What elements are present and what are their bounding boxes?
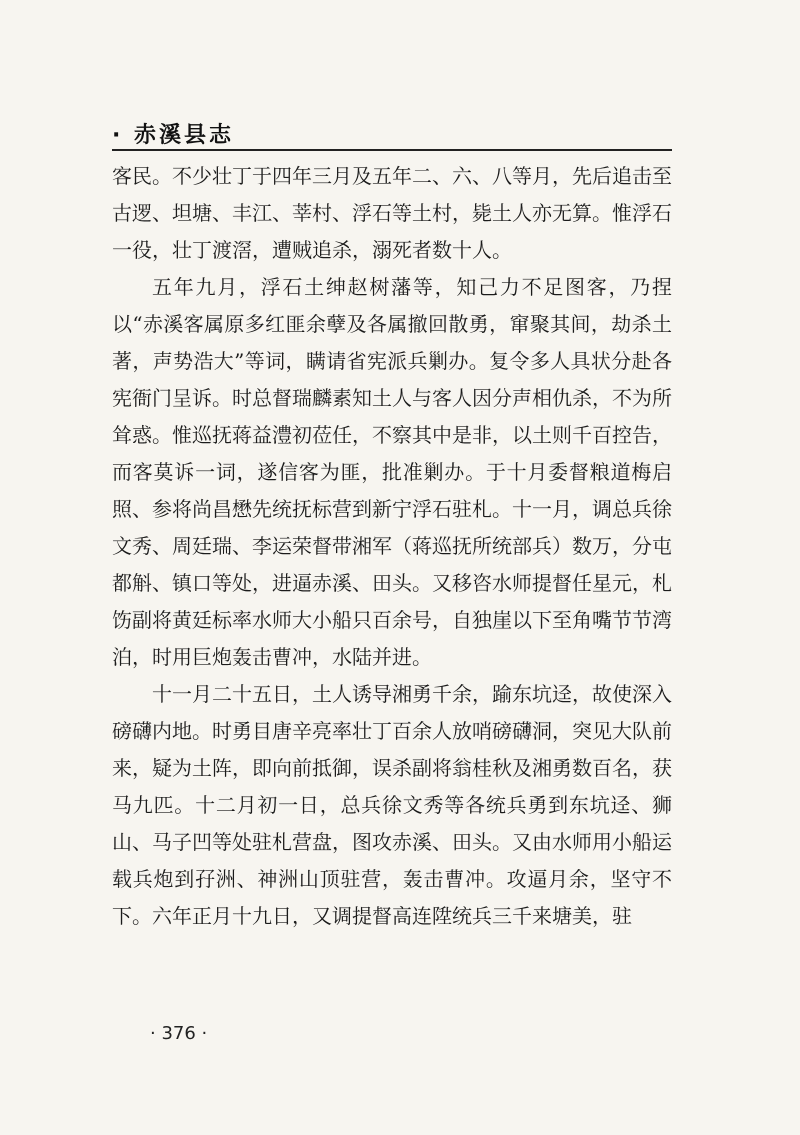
running-header (112, 118, 672, 148)
paragraph-3: 十一月二十五日，土人诱导湘勇千余，踰东坑迳，故使深入磅礴内地。时勇目唐辛亮率壮丁百余人放哨磅礴洞，突见大队前来，疑为土阵，即向前抵御，误杀副将翁桂秋及湘勇数百名，获马九匹。十二月初一日，总兵徐文秀等各统兵勇到东坑迳、狮山、马子凹等处驻札营盘，图攻赤溪、田头。又由水师用小船运载兵炮到孖洲、神洲山顶驻营，轰击曹冲。攻逼月余，坚守不下。六年正月十九日，又调提督高连陞统兵三千来塘美，驻 (112, 682, 672, 928)
paragraph-1: 客民。不少壮丁于四年三月及五年二、六、八等月，先后追击至古逻、坦塘、丰江、莘村、浮石等土村，毙土人亦无算。惟浮石一役，壮丁渡滘，遭贼追杀，溺死者数十人。 (112, 164, 672, 262)
body-text (112, 158, 672, 935)
book-title: · 赤溪县志 (112, 123, 235, 148)
paragraph-2: 五年九月，浮石土绅赵树藩等，知己力不足图客，乃捏以“赤溪客属原多红匪余孽及各属撤回散勇，窜聚其间，劫杀土著，声势浩大”等词，瞒请省宪派兵剿办。复令多人具状分赴各宪衙门呈诉。时总督瑞麟素知土人与客人因分声相仇杀，不为所耸惑。惟巡抚蒋益澧初莅任，不察其中是非，以土则千百控告，而客莫诉一词，遂信客为匪，批准剿办。于十月委督粮道梅启照、参将尚昌懋先统抚标营到新宁浮石驻札。十一月，调总兵徐文秀、周廷瑞、李运荣督带湘军（蒋巡抚所统部兵）数万，分屯都斛、镇口等处，进逼赤溪、田头。又移咨水师提督任星元，札饬副将黄廷标率水师大小船只百余号，自独崖以下至角嘴节节湾泊，时用巨炮轰击曹冲，水陆并进。 (112, 275, 672, 669)
header-rule (112, 149, 672, 151)
page-number: · 376 · (150, 1023, 208, 1044)
